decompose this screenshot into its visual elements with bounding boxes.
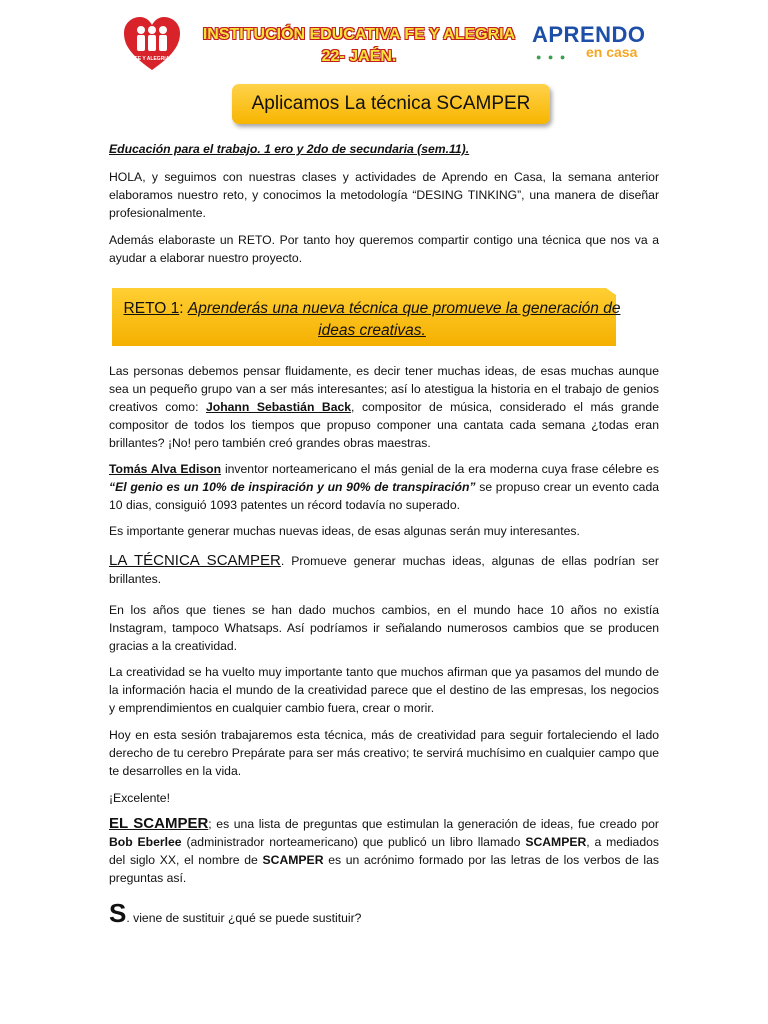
logo-dots-icon: ● ● ● (536, 52, 568, 62)
logo-right-small: en casa (586, 44, 638, 60)
p3-before: Las personas debemos pensar fluidamente, es decir tener muchas ideas, de esas muchas aunque sea un pequeño grupo van a ser más interesantes; así lo atestigua la historia en el trabajo de genios creativos como: (109, 364, 659, 414)
paragraph-s (109, 898, 659, 928)
p11-lead: EL SCAMPER (109, 815, 209, 832)
paragraph-intro: HOLA, y seguimos con nuestras clases y actividades de Aprendo en Casa, la semana anterior elaboramos nuestro reto, y conocimos la metodología “DESING TINKING”, una manera de diseñar profesionalmente. (109, 170, 659, 220)
p11-scamper2: SCAMPER (262, 853, 324, 867)
paragraph-edison (109, 460, 659, 514)
paragraph-excelente: ¡Excelente! (109, 791, 170, 805)
header-title-line2: 22- JAÉN. (321, 48, 397, 65)
p11-scamper1: SCAMPER (525, 835, 587, 849)
p11-mid2: (administrador norteamericano) que publicó un libro llamado (181, 835, 526, 849)
subject-line: Educación para el trabajo. 1 ero y 2do de secundaria (sem.11). (109, 142, 470, 156)
fe-y-alegria-logo (122, 16, 182, 72)
p12-rest: . viene de sustituir ¿qué se puede sustituir? (126, 911, 362, 925)
paragraph-genios (109, 362, 659, 452)
p11-mid3: , a mediados del siglo XX, el nombre de (109, 835, 659, 867)
p11-after: es un acrónimo formado por las letras de los verbos de las preguntas así. (109, 853, 660, 885)
paragraph-reto: Además elaboraste un RETO. Por tanto hoy queremos compartir contigo una técnica que nos va a ayudar a elaborar nuestro proyecto. (109, 233, 659, 265)
header-title (190, 24, 528, 68)
aprendo-en-casa-logo (532, 24, 644, 64)
p11-name: Bob Eberlee (109, 835, 182, 849)
p6-lead: LA TÉCNICA SCAMPER (109, 552, 281, 569)
title-banner: Aplicamos La técnica SCAMPER (232, 84, 550, 124)
paragraph-creatividad: La creatividad se ha vuelto muy importante tanto que muchos afirman que ya pasamos del mundo de la información hacia el mundo de la creatividad parece que el destino de las empresas, los negocios y emprendimientos en cualquier cambio fuera, crear o morir. (109, 665, 659, 715)
reto-colon: : (179, 300, 184, 317)
reto-heading (112, 298, 632, 342)
paragraph-cambios: En los años que tienes se han dado muchos cambios, en el mundo hace 10 años no existía Instagram, tampoco Whatsaps. Así podríamos ir señalando numerosos cambios que se producen gracias a la creatividad. (109, 603, 659, 653)
reto-label: RETO 1 (123, 300, 180, 317)
p4-quote: “El genio es un 10% de inspiración y un 90% de transpiración” (109, 480, 476, 494)
p3-name: Johann Sebastián Back (205, 400, 352, 414)
p4-mid: inventor norteamericano el más genial de la era moderna cuya frase célebre es (221, 462, 659, 476)
logo-right-big: APRENDO (532, 22, 646, 47)
p6-rest: . Promueve generar muchas ideas, algunas de ellas podrían ser brillantes. (109, 554, 659, 586)
paragraph-tecnica (109, 552, 659, 588)
header-title-line1: INSTITUCIÓN EDUCATIVA FE Y ALEGRIA (202, 26, 516, 43)
p12-letter: S (109, 898, 127, 928)
paragraph-sesion: Hoy en esta sesión trabajaremos esta técnica, más de creatividad para seguir fortaleciendo el lado derecho de tu cerebro Prepárate para ser más creativo; te servirá muchísimo en cualquier campo que te desarrolles en la vida. (109, 728, 659, 778)
p11-mid1: ; es una lista de preguntas que estimulan la generación de ideas, fue creado por (208, 817, 659, 831)
paragraph-importante: Es importante generar muchas nuevas ideas, de esas algunas serán muy interesantes. (109, 524, 580, 538)
paragraph-scamper (109, 815, 659, 887)
p4-name: Tomás Alva Edison (109, 462, 222, 476)
p3-after: , compositor de música, considerado el más grande compositor de todos los tiempos que propuso componer una cantata cada semana ¿todas eran brillantes? ¡No! pero también creó grandes obras maestras. (109, 400, 659, 450)
reto-text: Aprenderás una nueva técnica que promueve la generación de ideas creativas. (187, 300, 621, 339)
p4-after: se propuso crear un evento cada 10 dias, consiguió 1093 patentes un récord todavía no superado. (109, 480, 659, 512)
logo-left-text: FE Y ALEGRIA (134, 56, 170, 62)
